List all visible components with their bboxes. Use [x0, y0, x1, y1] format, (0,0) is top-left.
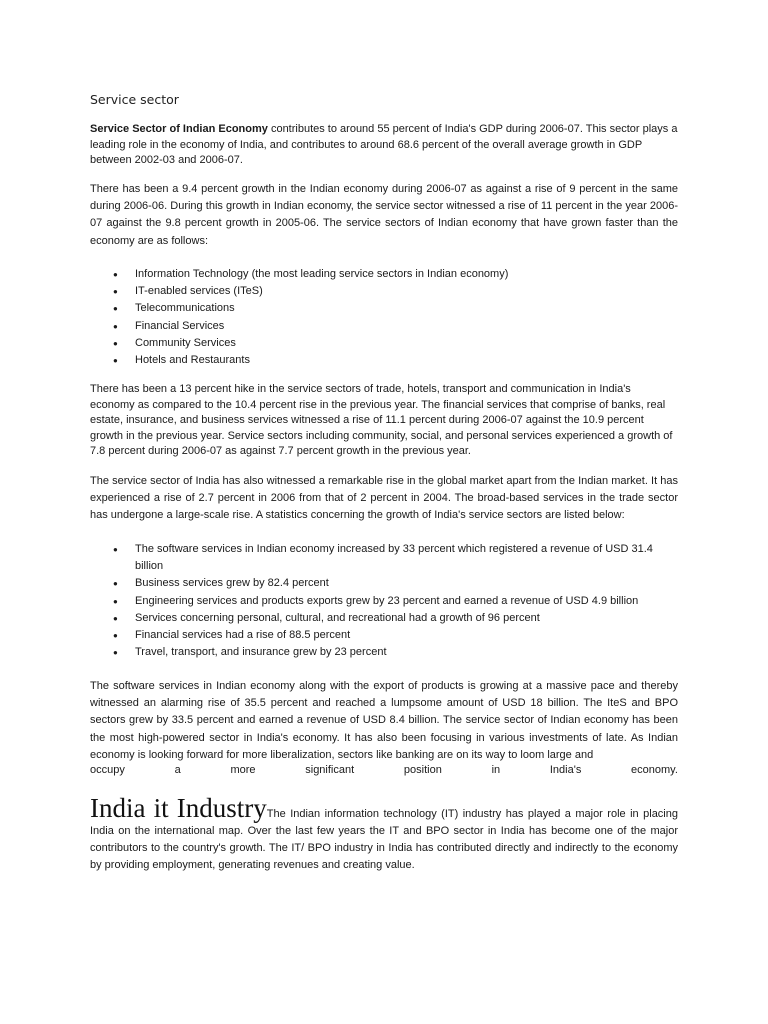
statistics-list — [90, 541, 678, 661]
it-industry-paragraph — [90, 795, 678, 874]
last-line-word: economy. — [631, 764, 678, 776]
bullet-icon: ● — [113, 579, 118, 589]
bullet-icon: ● — [113, 631, 118, 641]
statistic-item-text: Services concerning personal, cultural, and recreational had a growth of 96 percent — [135, 611, 540, 624]
bullet-icon: ● — [113, 613, 118, 623]
sector-list — [90, 266, 678, 369]
statistic-item-text: Travel, transport, and insurance grew by 23 percent — [135, 646, 387, 659]
intro-paragraph — [90, 122, 678, 169]
intro-text: contributes to around 55 percent of India's GDP during 2006-07. This sector plays a leading role in the economy of India, and contributes to around 68.6 percent of the overall average growth in GDP between 2002-03 and 2006-07. — [90, 123, 678, 166]
sector-item — [90, 283, 678, 300]
intro-lead: Service Sector of Indian Economy — [90, 123, 268, 135]
section-title: India it Industry — [90, 793, 267, 823]
bullet-icon: ● — [113, 287, 118, 297]
sector-item-text: Hotels and Restaurants — [135, 354, 250, 367]
bullet-icon: ● — [113, 321, 118, 331]
last-line-word: India's — [549, 764, 582, 776]
bullet-icon: ● — [113, 270, 118, 279]
statistic-item — [90, 644, 678, 661]
last-line-word: a — [174, 764, 181, 776]
statistic-item-text: The software services in Indian economy increased by 33 percent which registered a revenue of USD 31.4 billion — [135, 543, 653, 573]
sector-item-text: Information Technology (the most leading service sectors in Indian economy) — [135, 268, 509, 280]
it-industry-text: The Indian information technology (IT) industry has played a major role in placing India on the international map. Over the last few years the IT and BPO sector in India has become one of the major contributors to the country's growth. The IT/ BPO industry in India has contributed directly and indirectly to the economy by providing employment, generating revenues and creating value. — [90, 808, 678, 871]
last-line-word: occupy — [90, 764, 125, 776]
hike-paragraph: There has been a 13 percent hike in the service sectors of trade, hotels, transport and communication in India's economy as compared to the 10.4 percent rise in the previous year. The financial services that comprise of banks, real estate, insurance, and business services witnessed a rise of 11.1 percent during 2006-07 against the 10.9 percent growth in the previous year. Service sectors including community, social, and personal services experienced a growth of 7.8 percent during 2006-07 as against 7.7 percent growth in the previous year. — [90, 383, 673, 457]
sector-item — [90, 300, 678, 317]
last-line-word: in — [491, 764, 501, 776]
sector-item-text: Telecommunications — [135, 302, 235, 315]
statistic-item — [90, 593, 678, 610]
statistic-item-text: Financial services had a rise of 88.5 percent — [135, 629, 351, 642]
bullet-icon: ● — [113, 545, 118, 554]
sector-item — [90, 352, 678, 369]
sector-item-text: IT-enabled services (ITeS) — [135, 285, 263, 298]
last-line-word: significant — [305, 764, 355, 776]
software-paragraph: The software services in Indian economy along with the export of products is growing at a massive pace and thereby witnessed an alarming rise of 35.5 percent and reached a lumpsome amount of USD 18 billion. The IteS and BPO sectors grew by 33.5 percent and earned a revenue of USD 8.4 billion. The service sector of Indian economy has been the most high-powered sector in India's economy. It has also been focusing in various investments of late. As Indian economy is looking forward for more liberalization, sectors like banking are on its way to loom large and — [90, 680, 678, 761]
sector-item — [90, 318, 678, 335]
statistic-item — [90, 541, 678, 575]
sector-item-text: Financial Services — [135, 319, 225, 332]
statistic-item — [90, 610, 678, 627]
bullet-icon: ● — [113, 304, 118, 314]
bullet-icon: ● — [113, 648, 118, 658]
global-paragraph: The service sector of India has also witnessed a remarkable rise in the global market apart from the Indian market. It has experienced a rise of 2.7 percent in 2006 from that of 2 percent in 2004. The broad-based services in the trade sector has undergone a large-scale rise. A statistics concerning the growth of India's service sectors are listed below: — [90, 475, 678, 522]
last-line-word: position — [403, 764, 442, 776]
statistic-item — [90, 575, 678, 592]
statistic-item-text: Engineering services and products exports grew by 23 percent and earned a revenue of USD 4.9 billion — [135, 594, 639, 607]
sector-item — [90, 266, 678, 283]
bullet-icon: ● — [113, 596, 118, 606]
growth-paragraph: There has been a 9.4 percent growth in the Indian economy during 2006-07 as against a rise of 9 percent in the same during 2006-06. During this growth in Indian economy, the service sector witnessed a rise of 11 percent in the year 2006-07 against the 9.8 percent growth in 2005-06. The service sectors of Indian economy that have grown faster than the economy are as follows: — [90, 183, 678, 247]
statistic-item — [90, 627, 678, 644]
sector-item — [90, 335, 678, 352]
bullet-icon: ● — [113, 356, 118, 366]
last-line-word: more — [230, 764, 256, 776]
page-title: Service sector — [90, 92, 179, 107]
statistic-item-text: Business services grew by 82.4 percent — [135, 577, 329, 590]
bullet-icon: ● — [113, 338, 118, 348]
software-paragraph-last-line — [90, 762, 678, 779]
sector-item-text: Community Services — [135, 336, 236, 349]
